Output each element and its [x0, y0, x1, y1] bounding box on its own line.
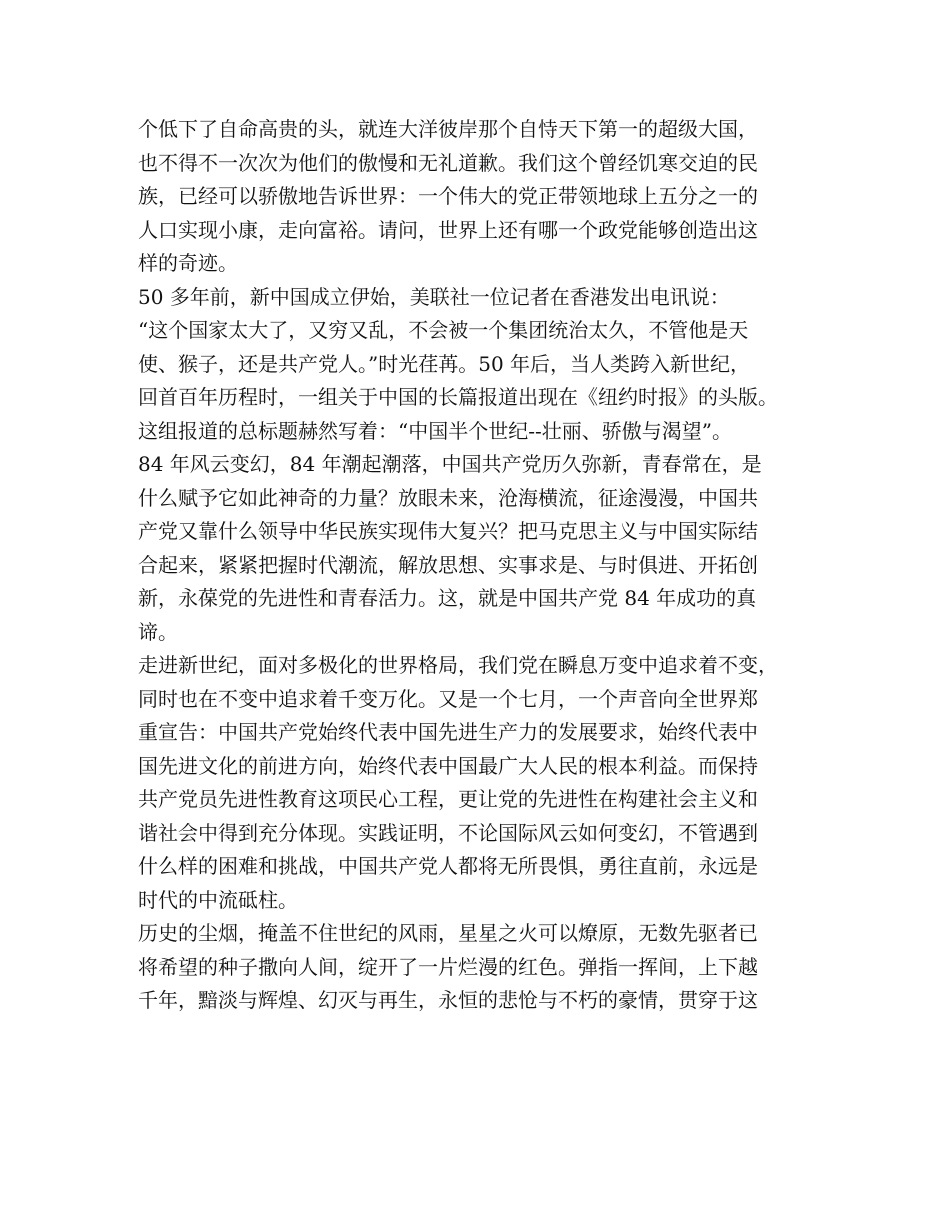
text-line: 50 多年前，新中国成立伊始，美联社一位记者在香港发出电讯说： [138, 284, 730, 309]
text-line: 合起来，紧紧把握时代潮流，解放思想、实事求是、与时俱进、开拓创 [138, 552, 758, 577]
text-line: 什么样的困难和挑战，中国共产党人都将无所畏惧，勇往直前，永远是 [138, 854, 758, 878]
text-line: 个低下了自命高贵的头，就连大洋彼岸那个自恃天下第一的超级大国， [138, 117, 758, 141]
text-line: 将希望的种子撒向人间，绽开了一片烂漫的红色。弹指一挥间，上下越 [138, 954, 758, 979]
text-line: 时代的中流砥柱。 [138, 887, 298, 912]
text-line: 这组报道的总标题赫然写着：“中国半个世纪--壮丽、骄傲与渴望”。 [138, 418, 732, 443]
text-line: 重宣告：中国共产党始终代表中国先进生产力的发展要求，始终代表中 [138, 720, 758, 744]
text-line: 历史的尘烟，掩盖不住世纪的风雨，星星之火可以燎原，无数先驱者已 [138, 921, 758, 945]
text-line: 国先进文化的前进方向，始终代表中国最广大人民的根本利益。而保持 [138, 753, 758, 778]
text-line: 同时也在不变中追求着千变万化。又是一个七月，一个声音向全世界郑 [138, 686, 758, 711]
text-line: 走进新世纪，面对多极化的世界格局，我们党在瞬息万变中追求着不变， [138, 653, 778, 677]
text-line: 84 年风云变幻，84 年潮起潮落，中国共产党历久弥新，青春常在，是 [138, 452, 762, 476]
document-body [138, 113, 838, 1018]
text-line: 共产党员先进性教育这项民心工程，更让党的先进性在构建社会主义和 [138, 787, 758, 811]
text-line: 回首百年历程时，一组关于中国的长篇报道出现在《纽约时报》的头版。 [138, 385, 778, 409]
text-line: 样的奇迹。 [138, 251, 238, 275]
text-line: 也不得不一次次为他们的傲慢和无礼道歉。我们这个曾经饥寒交迫的民 [138, 150, 758, 175]
text-line: 人口实现小康，走向富裕。请问，世界上还有哪一个政党能够创造出这 [138, 217, 758, 242]
text-line: 千年，黯淡与辉煌、幻灭与再生，永恒的悲怆与不朽的豪情，贯穿于这 [138, 988, 758, 1012]
text-line: 新，永葆党的先进性和青春活力。这，就是中国共产党 84 年成功的真 [138, 586, 757, 610]
text-line: 谐社会中得到充分体现。实践证明，不论国际风云如何变幻，不管遇到 [138, 820, 758, 845]
text-line: 使、猴子，还是共产党人。”时光荏苒。50 年后，当人类跨入新世纪， [138, 351, 751, 376]
text-line: “这个国家太大了，又穷又乱，不会被一个集团统治太久，不管他是天 [138, 318, 749, 342]
text-line: 产党又靠什么领导中华民族实现伟大复兴？把马克思主义与中国实际结 [138, 519, 758, 543]
text-line: 什么赋予它如此神奇的力量？放眼未来，沧海横流，征途漫漫，中国共 [138, 485, 758, 510]
text-line: 族，已经可以骄傲地告诉世界：一个伟大的党正带领地球上五分之一的 [138, 184, 758, 208]
text-line: 谛。 [138, 619, 178, 644]
